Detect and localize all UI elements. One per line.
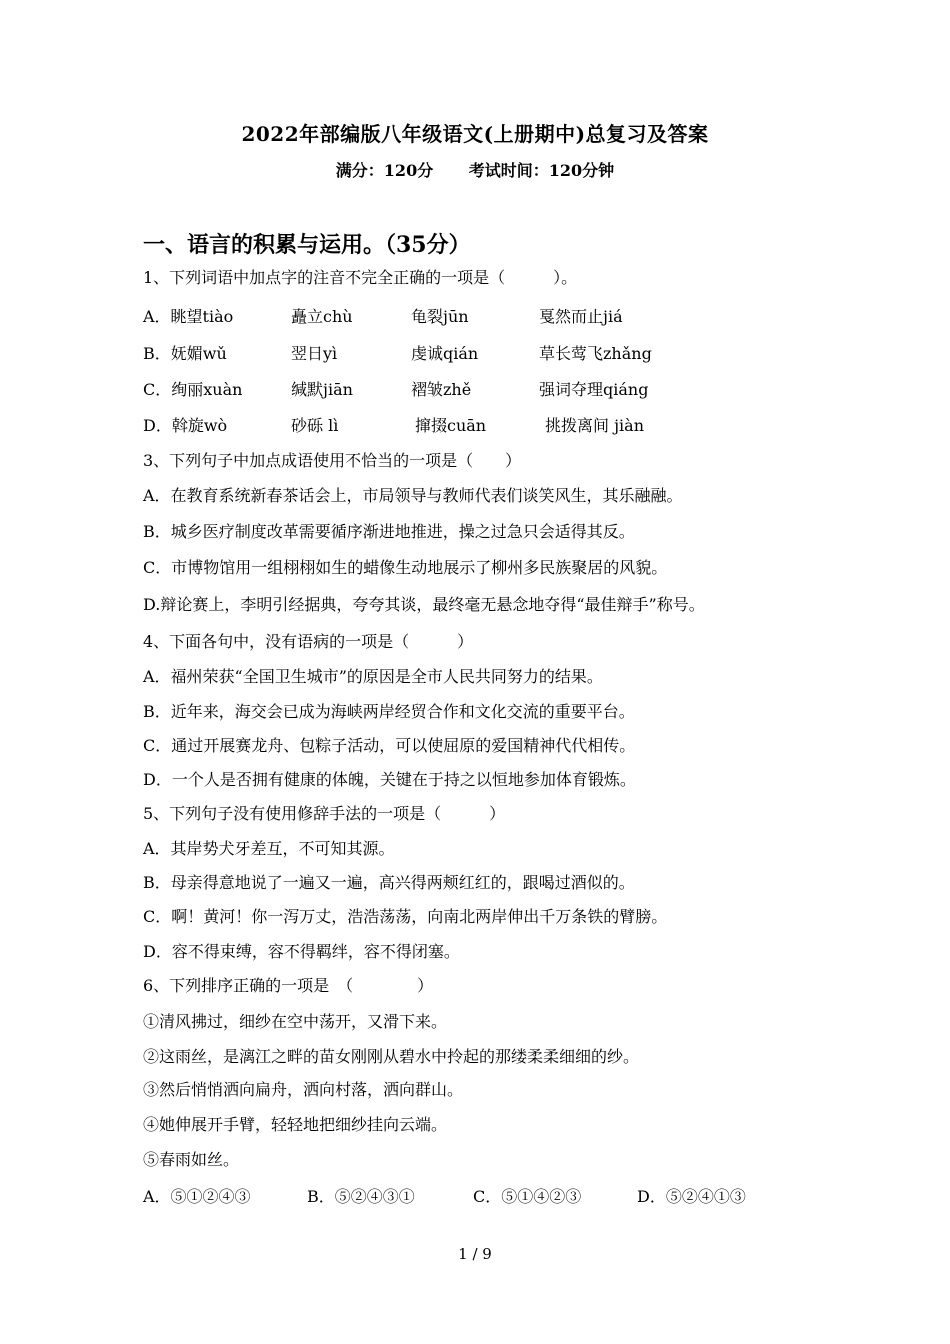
q3-stem: 3、下列句子中加点成语使用不恰当的一项是（ ） (143, 451, 522, 470)
q3-option-b: B．城乡医疗制度改革需要循序渐进地推进，操之过急只会适得其反。 (143, 522, 635, 541)
q1-c-3: 褶皱zhě (411, 380, 472, 399)
q4-stem: 4、下面各句中，没有语病的一项是（ ） (143, 632, 474, 651)
q1-d-4: 挑拨离间 jiàn (545, 416, 645, 435)
q6-stem: 6、下列排序正确的一项是 （ ） (143, 976, 434, 995)
q1-b-4: 草长莺飞zhǎng (539, 344, 652, 363)
q3-option-a: A．在教育系统新春茶话会上，市局领导与教师代表们谈笑风生，其乐融融。 (143, 486, 683, 505)
q1-b-2: 翌日yì (291, 344, 338, 363)
q4-option-d: D．一个人是否拥有健康的体魄，关键在于持之以恒地参加体育锻炼。 (143, 770, 636, 789)
q6-item-5: ⑤春雨如丝。 (143, 1150, 240, 1169)
q6-item-3: ③然后悄悄洒向扁舟，洒向村落，洒向群山。 (143, 1080, 464, 1099)
q1-d-1: D．斡旋wò (143, 416, 228, 435)
q6-answer-a: A．⑤①②④③ (143, 1187, 251, 1206)
q1-a-3: 龟裂jūn (411, 307, 469, 326)
q1-c-4: 强词夺理qiáng (539, 380, 649, 399)
q5-option-b: B．母亲得意地说了一遍又一遍，高兴得两颊红红的，跟喝过酒似的。 (143, 873, 635, 892)
q1-a-1: A．眺望tiào (143, 307, 234, 326)
q5-option-d: D．容不得束缚，容不得羁绊，容不得闭塞。 (143, 942, 460, 961)
q1-d-2: 砂砾 lì (291, 416, 339, 435)
full-score: 满分：120分 (335, 161, 434, 180)
q6-item-1: ①清风拂过，细纱在空中荡开，又滑下来。 (143, 1012, 448, 1031)
exam-info (0, 158, 950, 181)
section-heading: 一、语言的积累与运用。（35分） (143, 232, 471, 258)
q6-item-2: ②这雨丝，是漓江之畔的苗女刚刚从碧水中拎起的那缕柔柔细细的纱。 (143, 1047, 640, 1066)
q1-c-2: 缄默jiān (291, 380, 353, 399)
q6-answer-b: B．⑤②④③① (307, 1187, 415, 1206)
page-title: 2022年部编版八年级语文(上册期中)总复习及答案 (241, 122, 709, 146)
q4-option-c: C．通过开展赛龙舟、包粽子活动，可以使屈原的爱国精神代代相传。 (143, 736, 636, 755)
q1-a-2: 矗立chù (291, 307, 353, 326)
q1-c-1: C．绚丽xuàn (143, 380, 243, 399)
q5-option-c: C．啊！黄河！你一泻万丈，浩浩荡荡，向南北两岸伸出千万条铁的臂膀。 (143, 907, 668, 926)
q3-option-c: C．市博物馆用一组栩栩如生的蜡像生动地展示了柳州多民族聚居的风貌。 (143, 558, 668, 577)
q5-stem: 5、下列句子没有使用修辞手法的一项是（ ） (143, 804, 506, 823)
page-number: 1 / 9 (458, 1245, 492, 1263)
q6-answer-d: D．⑤②④①③ (637, 1187, 746, 1206)
q1-b-1: B．妩媚wǔ (143, 344, 227, 363)
q1-d-3: 撺掇cuān (415, 416, 487, 435)
q4-option-a: A．福州荣获“全国卫生城市”的原因是全市人民共同努力的结果。 (143, 667, 603, 686)
q1-a-4: 戛然而止jiá (539, 307, 623, 326)
q6-item-4: ④她伸展开手臂，轻轻地把细纱挂向云端。 (143, 1115, 448, 1134)
q5-option-a: A．其岸势犬牙差互，不可知其源。 (143, 839, 395, 858)
q1-b-3: 虔诚qián (411, 344, 479, 363)
q6-answer-c: C．⑤①④②③ (473, 1187, 582, 1206)
q1-stem: 1、下列词语中加点字的注音不完全正确的一项是（ ）。 (143, 268, 578, 287)
exam-time: 考试时间：120分钟 (468, 161, 615, 180)
q3-option-d: D.辩论赛上，李明引经据典，夸夸其谈，最终毫无悬念地夺得“最佳辩手”称号。 (143, 595, 705, 614)
q4-option-b: B．近年来，海交会已成为海峡两岸经贸合作和文化交流的重要平台。 (143, 702, 635, 721)
